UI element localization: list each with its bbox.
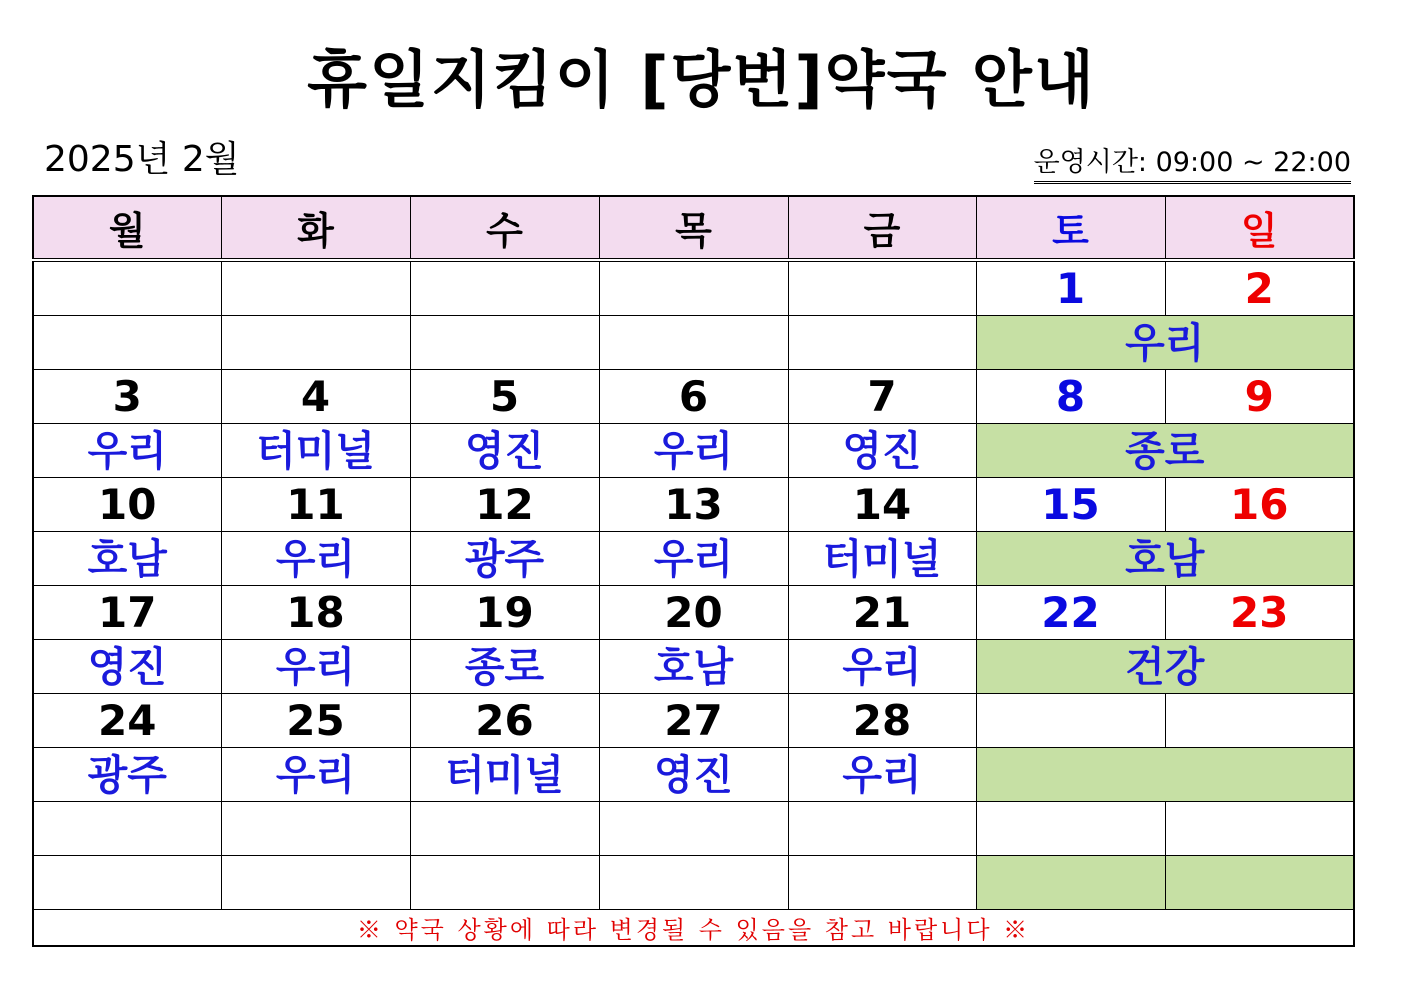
date-row — [33, 802, 1354, 856]
pharmacy-cell: 우리 — [221, 640, 410, 694]
date-cell — [976, 802, 1165, 856]
date-cell: 11 — [221, 478, 410, 532]
date-cell: 19 — [410, 586, 599, 640]
weekday-header-row — [33, 196, 1354, 260]
weekday-sun: 일 — [1165, 196, 1354, 260]
date-cell: 7 — [788, 370, 976, 424]
date-cell: 25 — [221, 694, 410, 748]
pharmacy-cell — [788, 856, 976, 910]
date-cell — [976, 694, 1165, 748]
pharmacy-row — [33, 532, 1354, 586]
date-cell — [410, 802, 599, 856]
pharmacy-cell — [33, 316, 221, 370]
pharmacy-cell: 광주 — [410, 532, 599, 586]
footer-note: ※ 약국 상황에 따라 변경될 수 있음을 참고 바랍니다 ※ — [33, 910, 1354, 947]
date-cell — [1165, 694, 1354, 748]
pharmacy-cell — [221, 856, 410, 910]
pharmacy-cell: 영진 — [599, 748, 788, 802]
date-cell: 14 — [788, 478, 976, 532]
date-cell: 13 — [599, 478, 788, 532]
date-cell — [221, 802, 410, 856]
date-cell: 21 — [788, 586, 976, 640]
weekday-thu: 목 — [599, 196, 788, 260]
date-row — [33, 478, 1354, 532]
month-label: 2025년 2월 — [44, 139, 240, 180]
pharmacy-cell: 터미널 — [410, 748, 599, 802]
pharmacy-row — [33, 748, 1354, 802]
pharmacy-cell — [599, 856, 788, 910]
pharmacy-cell: 터미널 — [788, 532, 976, 586]
date-row — [33, 260, 1354, 316]
date-cell: 20 — [599, 586, 788, 640]
pharmacy-row — [33, 640, 1354, 694]
weekend-pharmacy-cell — [976, 856, 1165, 910]
date-cell: 10 — [33, 478, 221, 532]
pharmacy-cell — [410, 316, 599, 370]
pharmacy-row — [33, 316, 1354, 370]
pharmacy-cell: 호남 — [33, 532, 221, 586]
weekend-pharmacy-cell: 호남 — [976, 532, 1354, 586]
pharmacy-cell — [599, 316, 788, 370]
date-cell: 2 — [1165, 260, 1354, 316]
date-cell: 1 — [976, 260, 1165, 316]
pharmacy-cell — [221, 316, 410, 370]
pharmacy-cell: 우리 — [33, 424, 221, 478]
date-cell — [599, 260, 788, 316]
date-cell: 6 — [599, 370, 788, 424]
date-cell: 17 — [33, 586, 221, 640]
calendar-table — [32, 195, 1355, 947]
pharmacy-cell: 터미널 — [221, 424, 410, 478]
pharmacy-cell: 종로 — [410, 640, 599, 694]
pharmacy-cell — [410, 856, 599, 910]
pharmacy-cell — [33, 856, 221, 910]
weekend-pharmacy-cell: 우리 — [976, 316, 1354, 370]
date-cell: 23 — [1165, 586, 1354, 640]
pharmacy-cell: 영진 — [33, 640, 221, 694]
date-cell: 16 — [1165, 478, 1354, 532]
date-row — [33, 370, 1354, 424]
date-cell: 9 — [1165, 370, 1354, 424]
weekday-mon: 월 — [33, 196, 221, 260]
weekend-pharmacy-cell: 건강 — [976, 640, 1354, 694]
date-cell: 28 — [788, 694, 976, 748]
date-cell: 5 — [410, 370, 599, 424]
pharmacy-row — [33, 424, 1354, 478]
date-cell: 18 — [221, 586, 410, 640]
date-cell: 26 — [410, 694, 599, 748]
date-cell — [599, 802, 788, 856]
date-row — [33, 694, 1354, 748]
pharmacy-cell: 우리 — [599, 424, 788, 478]
date-cell — [221, 260, 410, 316]
footer-row — [33, 910, 1354, 947]
operating-hours: 운영시간: 09:00 ~ 22:00 — [1034, 146, 1351, 184]
date-cell: 8 — [976, 370, 1165, 424]
date-cell: 27 — [599, 694, 788, 748]
date-cell: 4 — [221, 370, 410, 424]
date-cell — [788, 260, 976, 316]
date-row — [33, 586, 1354, 640]
date-cell: 24 — [33, 694, 221, 748]
weekend-pharmacy-cell — [1165, 856, 1354, 910]
weekday-wed: 수 — [410, 196, 599, 260]
date-cell: 12 — [410, 478, 599, 532]
pharmacy-cell: 호남 — [599, 640, 788, 694]
date-cell — [788, 802, 976, 856]
pharmacy-cell: 광주 — [33, 748, 221, 802]
pharmacy-cell: 우리 — [788, 640, 976, 694]
weekend-pharmacy-cell: 종로 — [976, 424, 1354, 478]
date-cell — [33, 260, 221, 316]
weekend-pharmacy-cell — [976, 748, 1354, 802]
pharmacy-cell: 우리 — [599, 532, 788, 586]
date-cell: 3 — [33, 370, 221, 424]
weekday-sat: 토 — [976, 196, 1165, 260]
pharmacy-cell — [788, 316, 976, 370]
date-cell: 15 — [976, 478, 1165, 532]
pharmacy-cell: 영진 — [410, 424, 599, 478]
date-cell — [33, 802, 221, 856]
pharmacy-cell: 영진 — [788, 424, 976, 478]
date-cell — [1165, 802, 1354, 856]
weekday-fri: 금 — [788, 196, 976, 260]
pharmacy-row — [33, 856, 1354, 910]
date-cell: 22 — [976, 586, 1165, 640]
pharmacy-cell: 우리 — [221, 748, 410, 802]
pharmacy-cell: 우리 — [221, 532, 410, 586]
date-cell — [410, 260, 599, 316]
pharmacy-cell: 우리 — [788, 748, 976, 802]
page-title: 휴일지킴이 [당번]약국 안내 — [307, 43, 1096, 116]
weekday-tue: 화 — [221, 196, 410, 260]
